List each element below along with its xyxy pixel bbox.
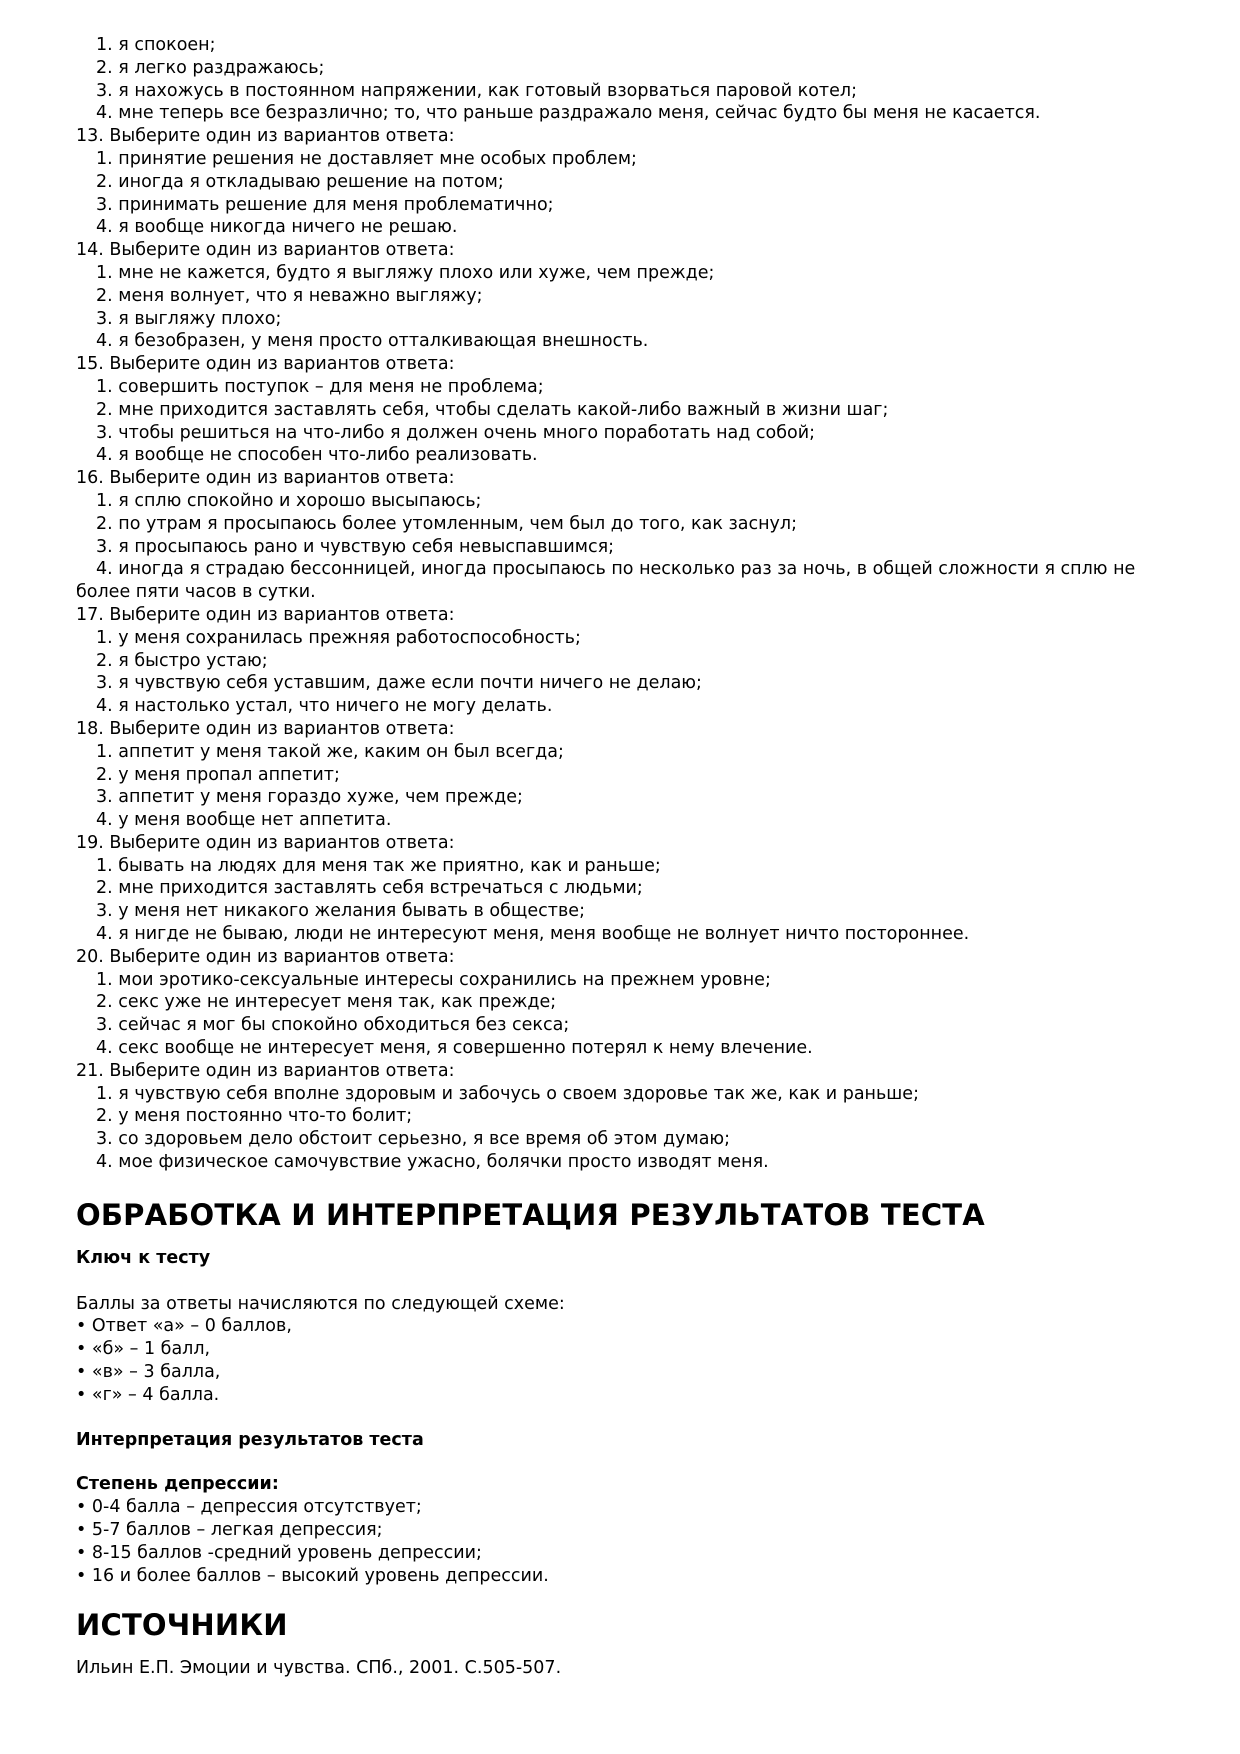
option: 4. секс вообще не интересует меня, я совершенно потерял к нему влечение. <box>96 1038 813 1059</box>
option: 3. чтобы решиться на что-либо я должен очень много поработать над собой; <box>96 422 816 443</box>
source-reference: Ильин Е.П. Эмоции и чувства. СПб., 2001. С.505-507. <box>76 1658 562 1679</box>
option-continuation: более пяти часов в сутки. <box>76 582 316 603</box>
option: 3. я просыпаюсь рано и чувствую себя невыспавшимся; <box>96 536 615 557</box>
question-title: 17. Выберите один из вариантов ответа: <box>76 604 455 625</box>
degree-list <box>76 1496 1196 1587</box>
degree-item: • 16 и более баллов – высокий уровень депрессии. <box>76 1565 1196 1588</box>
option: 3. принимать решение для меня проблематично; <box>96 194 554 215</box>
question-title: 16. Выберите один из вариантов ответа: <box>76 468 455 489</box>
option: 3. я выгляжу плохо; <box>96 308 282 329</box>
question-title: 14. Выберите один из вариантов ответа: <box>76 240 455 261</box>
option: 4. я вообще не способен что-либо реализовать. <box>96 445 538 466</box>
results-heading: ОБРАБОТКА И ИНТЕРПРЕТАЦИЯ РЕЗУЛЬТАТОВ ТЕСТА <box>76 1197 985 1232</box>
option: 1. мои эротико-сексуальные интересы сохранились на прежнем уровне; <box>96 969 771 990</box>
option: 2. мне приходится заставлять себя встречаться с людьми; <box>96 878 643 899</box>
question-title: 20. Выберите один из вариантов ответа: <box>76 946 455 967</box>
question-title: 13. Выберите один из вариантов ответа: <box>76 126 455 147</box>
question-15 <box>76 353 1196 467</box>
question-13 <box>76 125 1196 239</box>
option: 2. секс уже не интересует меня так, как прежде; <box>96 992 557 1013</box>
option: 1. аппетит у меня такой же, каким он был всегда; <box>96 741 564 762</box>
option: 2. мне приходится заставлять себя, чтобы сделать какой-либо важный в жизни шаг; <box>96 399 889 420</box>
option: 3. сейчас я мог бы спокойно обходиться без секса; <box>96 1015 570 1036</box>
option: 1. у меня сохранилась прежняя работоспособность; <box>96 627 581 648</box>
option: 2. иногда я откладываю решение на потом; <box>96 171 504 192</box>
option: 2. у меня постоянно что-то болит; <box>96 1106 413 1127</box>
scoring-item: • «г» – 4 балла. <box>76 1384 1196 1407</box>
degree-item: • 5-7 баллов – легкая депрессия; <box>76 1519 1196 1542</box>
question-20 <box>76 946 1196 1060</box>
option: 1. я чувствую себя вполне здоровым и забочусь о своем здоровье так же, как и раньше; <box>96 1083 919 1104</box>
depression-degree-title: Степень депрессии: <box>76 1474 279 1495</box>
scoring-item: • «в» – 3 балла, <box>76 1361 1196 1384</box>
option: 2. я быстро устаю; <box>96 650 268 671</box>
scoring-item: • Ответ «а» – 0 баллов, <box>76 1315 1196 1338</box>
question-title: 18. Выберите один из вариантов ответа: <box>76 718 455 739</box>
option: 3. у меня нет никакого желания бывать в обществе; <box>96 901 585 922</box>
option: 2. по утрам я просыпаюсь более утомленным, чем был до того, как заснул; <box>96 513 797 534</box>
interpretation-title: Интерпретация результатов теста <box>76 1429 424 1450</box>
sources-heading: ИСТОЧНИКИ <box>76 1608 288 1643</box>
question-title: 15. Выберите один из вариантов ответа: <box>76 354 455 375</box>
option: 4. иногда я страдаю бессонницей, иногда просыпаюсь по несколько раз за ночь, в общей сложности я сплю не <box>96 559 1136 580</box>
option: 4. я нигде не бываю, люди не интересуют меня, меня вообще не волнует ничто постороннее. <box>96 924 970 945</box>
question-19 <box>76 832 1196 946</box>
option: 1. я сплю спокойно и хорошо высыпаюсь; <box>96 490 482 511</box>
question-16 <box>76 467 1196 604</box>
scoring-intro: Баллы за ответы начисляются по следующей схеме: <box>76 1293 565 1314</box>
question-14 <box>76 239 1196 353</box>
question-12-continuation <box>76 34 1196 125</box>
option: 1. бывать на людях для меня так же приятно, как и раньше; <box>96 855 661 876</box>
key-title: Ключ к тесту <box>76 1247 211 1268</box>
option: 3. аппетит у меня гораздо хуже, чем прежде; <box>96 787 523 808</box>
degree-item: • 0-4 балла – депрессия отсутствует; <box>76 1496 1196 1519</box>
option: 1. принятие решения не доставляет мне особых проблем; <box>96 148 637 169</box>
option: 4. я безобразен, у меня просто отталкивающая внешность. <box>96 331 649 352</box>
degree-item: • 8-15 баллов -средний уровень депрессии; <box>76 1542 1196 1565</box>
option: 2. у меня пропал аппетит; <box>96 764 340 785</box>
option: 1. я спокоен; <box>96 35 216 55</box>
option: 1. мне не кажется, будто я выгляжу плохо или хуже, чем прежде; <box>96 262 715 283</box>
document-content <box>76 34 1196 1680</box>
option: 3. я чувствую себя уставшим, даже если почти ничего не делаю; <box>96 673 702 694</box>
scoring-item: • «б» – 1 балл, <box>76 1338 1196 1361</box>
option: 2. меня волнует, что я неважно выгляжу; <box>96 285 483 306</box>
question-title: 19. Выберите один из вариантов ответа: <box>76 832 455 853</box>
option: 4. у меня вообще нет аппетита. <box>96 810 392 831</box>
question-21 <box>76 1060 1196 1174</box>
option: 4. мне теперь все безразлично; то, что раньше раздражало меня, сейчас будто бы меня не касается. <box>96 103 1041 124</box>
scoring-list <box>76 1315 1196 1406</box>
question-17 <box>76 604 1196 718</box>
option: 2. я легко раздражаюсь; <box>96 57 325 78</box>
option: 4. я вообще никогда ничего не решаю. <box>96 217 458 238</box>
question-18 <box>76 718 1196 832</box>
option: 4. я настолько устал, что ничего не могу делать. <box>96 696 553 717</box>
option: 3. со здоровьем дело обстоит серьезно, я все время об этом думаю; <box>96 1129 731 1150</box>
option: 4. мое физическое самочувствие ужасно, болячки просто изводят меня. <box>96 1152 769 1173</box>
option: 3. я нахожусь в постоянном напряжении, как готовый взорваться паровой котел; <box>96 80 857 101</box>
option: 1. совершить поступок – для меня не проблема; <box>96 376 544 397</box>
question-title: 21. Выберите один из вариантов ответа: <box>76 1060 455 1081</box>
